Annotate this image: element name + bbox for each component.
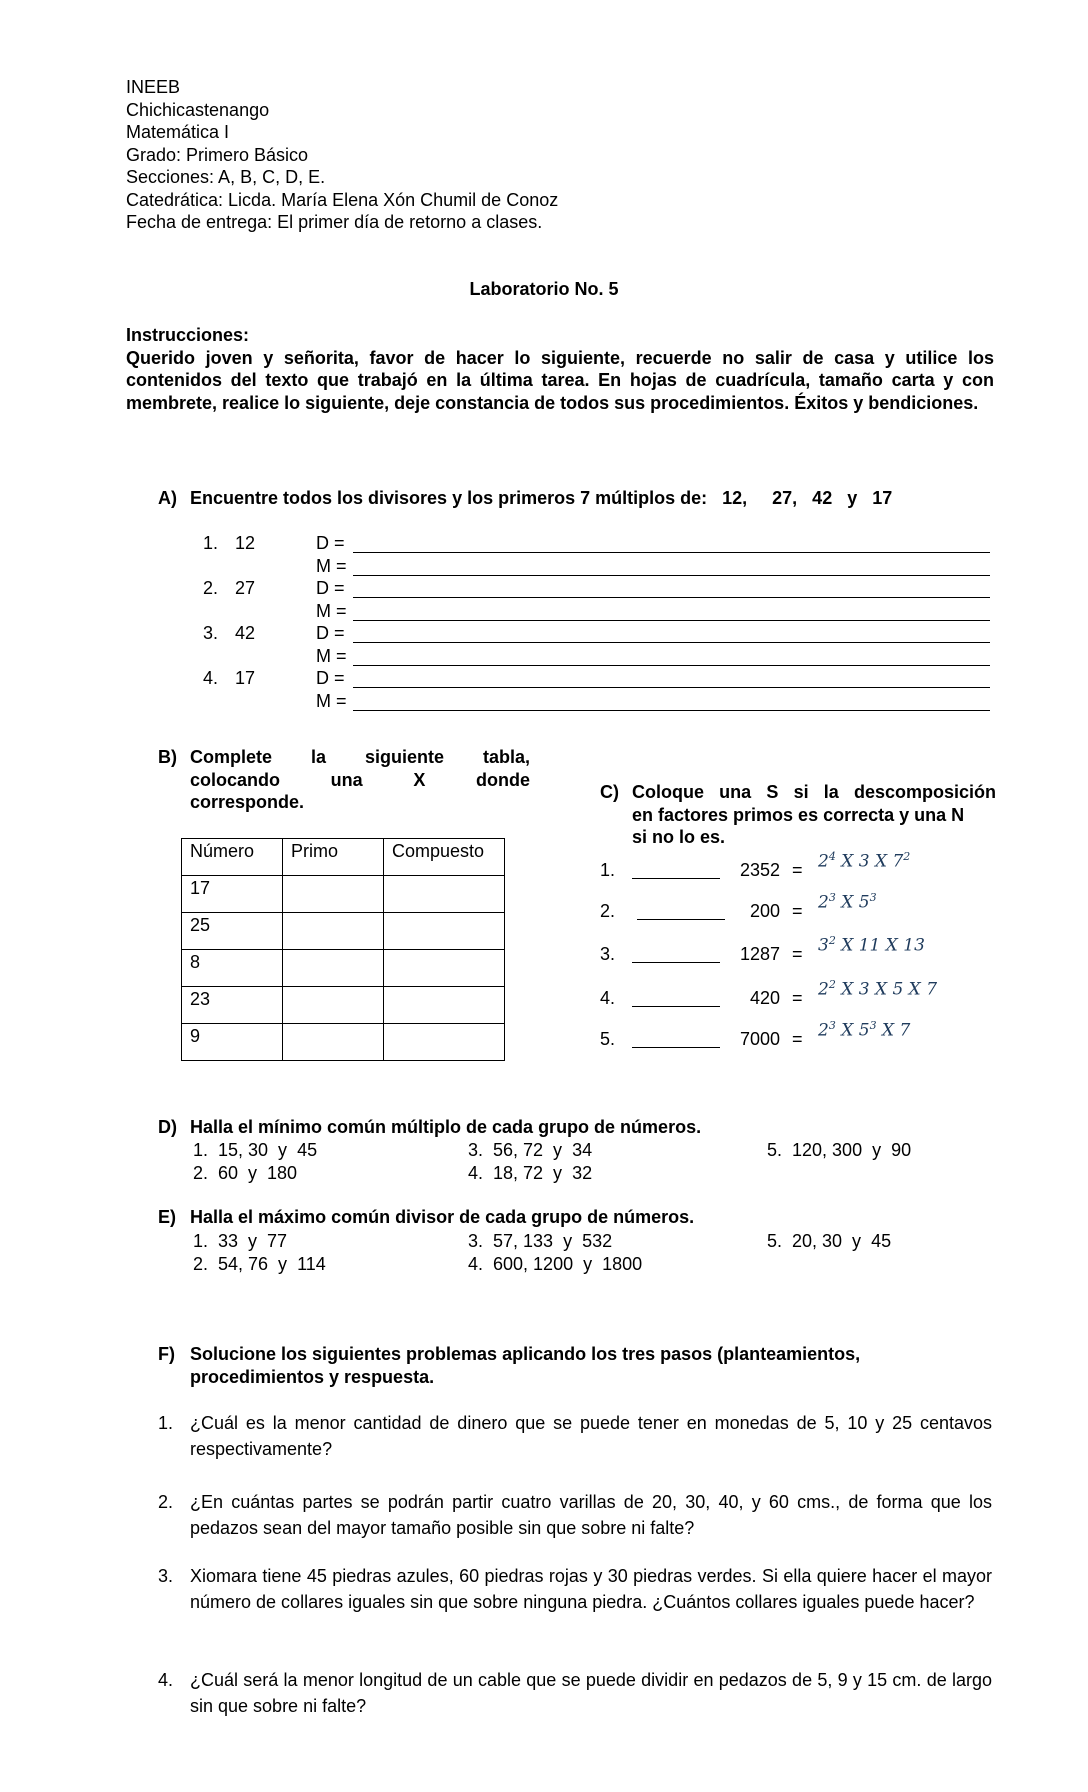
section-a-item-3-number: 3.: [203, 623, 219, 643]
header-subject: Matemática I: [126, 122, 230, 142]
section-a-item-2-value: 27: [235, 578, 256, 598]
factorization-3: $3^2$ X 11 X 13: [818, 934, 925, 956]
section-c-item-value: 2352: [739, 860, 780, 880]
section-a-item-1-d-label: D =: [316, 533, 345, 553]
section-a-letter: A): [158, 488, 177, 508]
section-b-letter: B): [158, 747, 177, 767]
table-cell-primo[interactable]: [283, 950, 384, 987]
section-c-item-value: 1287: [739, 944, 780, 964]
table-row: [182, 876, 505, 913]
table-cell-compuesto[interactable]: [384, 950, 505, 987]
section-c-item-number: 3.: [600, 944, 616, 964]
table-header-numero: Número: [182, 839, 283, 876]
section-a-item-4-value: 17: [235, 668, 256, 688]
section-a-item-3-value: 42: [235, 623, 256, 643]
header-sections: Secciones: A, B, C, D, E.: [126, 167, 326, 187]
section-a-title: [158, 488, 892, 509]
table-cell-compuesto[interactable]: [384, 913, 505, 950]
table-cell-primo[interactable]: [283, 1024, 384, 1061]
answer-line: [353, 665, 990, 666]
problem-text: ¿Cuál será la menor longitud de un cable que se puede dividir en pedazos de 5, 9 y 15 cm. de largo sin que sobre ni falte?: [190, 1670, 992, 1716]
problem-text: ¿En cuántas partes se podrán partir cuatro varillas de 20, 30, 40, y 60 cms., de forma que los pedazos sean del mayor tamaño posible sin que sobre ni falte?: [190, 1492, 992, 1538]
equals-sign: =: [792, 944, 803, 964]
section-a-item-3-d-label: D =: [316, 623, 345, 643]
table-row: [182, 1024, 505, 1061]
section-d-item: 5. 120, 300 y 90: [767, 1140, 912, 1160]
section-d-item: 4. 18, 72 y 32: [468, 1163, 593, 1183]
section-e-title: [158, 1207, 694, 1228]
section-c-title-line-2: en factores primos es correcta y una N: [632, 804, 965, 825]
answer-line: [353, 620, 990, 621]
section-c-item-value: 7000: [739, 1029, 780, 1049]
problem-number: 2.: [158, 1492, 174, 1512]
table-header-row: [182, 839, 505, 876]
table-cell-number: 23: [182, 987, 283, 1024]
problem-number: 3.: [158, 1566, 174, 1586]
answer-line: [353, 687, 990, 688]
instructions: [126, 324, 994, 414]
answer-line: [353, 642, 990, 643]
problem-4: [158, 1667, 992, 1719]
table-cell-primo[interactable]: [283, 913, 384, 950]
table-cell-compuesto[interactable]: [384, 876, 505, 913]
section-a-item-2-m-label: M =: [316, 601, 347, 621]
section-a-item-2-d-label: D =: [316, 578, 345, 598]
section-c-item-number: 2.: [600, 901, 616, 921]
section-d-item: 1. 15, 30 y 45: [193, 1140, 318, 1160]
answer-line: [353, 597, 990, 598]
section-a-item-2-number: 2.: [203, 578, 219, 598]
equals-sign: =: [792, 988, 803, 1008]
instructions-text: Querido joven y señorita, favor de hacer lo siguiente, recuerde no salir de casa y utilice los contenidos del texto que trabajó en la última tarea. En hojas de cuadrícula, tamaño carta y con membrete, realice lo siguiente, deje constancia de todos sus procedimientos. Éxitos y bendiciones.: [126, 347, 994, 413]
section-d-letter: D): [158, 1117, 177, 1137]
section-e-item: 4. 600, 1200 y 1800: [468, 1254, 643, 1274]
table-cell-number: 8: [182, 950, 283, 987]
section-e-letter: E): [158, 1207, 176, 1227]
section-c-title-line-1: Coloque una S si la descomposición: [632, 782, 996, 802]
table-row: [182, 987, 505, 1024]
table-cell-number: 9: [182, 1024, 283, 1061]
section-d-title: [158, 1117, 701, 1138]
table-row: [182, 913, 505, 950]
problem-1: [158, 1410, 992, 1462]
section-e-text: Halla el máximo común divisor de cada grupo de números.: [190, 1207, 695, 1227]
section-f-title: [158, 1343, 992, 1389]
section-b-title-line-2: colocando una X donde: [190, 769, 530, 790]
table-cell-number: 25: [182, 913, 283, 950]
answer-line: [353, 575, 990, 576]
problem-text: Xiomara tiene 45 piedras azules, 60 piedras rojas y 30 piedras verdes. Si ella quiere hacer el mayor número de collares iguales sin que sobre ninguna piedra. ¿Cuántos collares iguales puede hacer?: [190, 1566, 992, 1612]
table-row: [182, 950, 505, 987]
problem-number: 4.: [158, 1670, 174, 1690]
section-c-letter: C): [600, 782, 619, 802]
factorization-4: $2^2$ X 3 X 5 X 7: [818, 978, 938, 1000]
header-grade: Grado: Primero Básico: [126, 144, 309, 165]
equals-sign: =: [792, 901, 803, 921]
section-a-item-4-m-label: M =: [316, 691, 347, 711]
section-d-text: Halla el mínimo común múltiplo de cada grupo de números.: [190, 1117, 702, 1137]
problem-2: [158, 1489, 992, 1541]
problem-text: ¿Cuál es la menor cantidad de dinero que se puede tener en monedas de 5, 10 y 25 centavos respectivamente?: [190, 1413, 992, 1459]
table-cell-number: 17: [182, 876, 283, 913]
table-header-compuesto: Compuesto: [384, 839, 505, 876]
header-school: INEEB: [126, 77, 181, 97]
document-title: Laboratorio No. 5: [469, 279, 619, 299]
section-c-item-number: 4.: [600, 988, 616, 1008]
section-a-item-4-number: 4.: [203, 668, 219, 688]
factorization-2: $2^3$ X $5^3$: [818, 891, 877, 913]
document-header: [126, 76, 558, 234]
section-b-title-line-1: Complete la siguiente tabla,: [190, 747, 530, 767]
prime-composite-table: [181, 838, 505, 1061]
section-a-item-1-value: 12: [235, 533, 256, 553]
table-header-primo: Primo: [283, 839, 384, 876]
section-a-item-4-d-label: D =: [316, 668, 345, 688]
section-e-item: 3. 57, 133 y 532: [468, 1231, 613, 1251]
equals-sign: =: [792, 860, 803, 880]
section-e-item: 5. 20, 30 y 45: [767, 1231, 892, 1251]
answer-line: [353, 552, 990, 553]
table-cell-compuesto[interactable]: [384, 1024, 505, 1061]
section-c-item-value: 200: [749, 901, 780, 921]
table-cell-compuesto[interactable]: [384, 987, 505, 1024]
section-a-item-1-m-label: M =: [316, 556, 347, 576]
section-a-item-1-number: 1.: [203, 533, 219, 553]
header-town: Chichicastenango: [126, 99, 270, 120]
answer-line: [353, 710, 990, 711]
section-f-title-line-2: procedimientos y respuesta.: [190, 1367, 435, 1387]
section-a-item-3-m-label: M =: [316, 646, 347, 666]
section-e-item: 2. 54, 76 y 114: [193, 1254, 326, 1274]
section-a-text: Encuentre todos los divisores y los primeros 7 múltiplos de: 12, 27, 42 y 17: [190, 488, 893, 508]
equals-sign: =: [792, 1029, 803, 1049]
table-cell-primo[interactable]: [283, 987, 384, 1024]
section-f-title-line-1: Solucione los siguientes problemas aplicando los tres pasos (planteamientos,: [190, 1344, 861, 1364]
section-c-title-line-3: si no lo es.: [632, 827, 726, 847]
table-cell-primo[interactable]: [283, 876, 384, 913]
section-f-letter: F): [158, 1344, 175, 1364]
section-c-item-value: 420: [749, 988, 780, 1008]
section-e-item: 1. 33 y 77: [193, 1231, 288, 1251]
section-d-item: 2. 60 y 180: [193, 1163, 298, 1183]
section-c-item-number: 1.: [600, 860, 616, 880]
header-teacher: Catedrática: Licda. María Elena Xón Chumil de Conoz: [126, 189, 559, 210]
header-due-date: Fecha de entrega: El primer día de retorno a clases.: [126, 212, 543, 232]
problem-number: 1.: [158, 1413, 174, 1433]
factorization-5: $2^3$ X $5^3$ X 7: [818, 1019, 911, 1041]
section-b-title: [158, 746, 530, 814]
section-c-title: [600, 781, 996, 849]
problem-3: [158, 1563, 992, 1615]
section-c-item-number: 5.: [600, 1029, 616, 1049]
section-b-title-line-3: corresponde.: [190, 792, 305, 812]
instructions-label: Instrucciones:: [126, 325, 250, 345]
factorization-1: $2^4$ X 3 X $7^2$: [818, 850, 911, 872]
section-d-item: 3. 56, 72 y 34: [468, 1140, 593, 1160]
